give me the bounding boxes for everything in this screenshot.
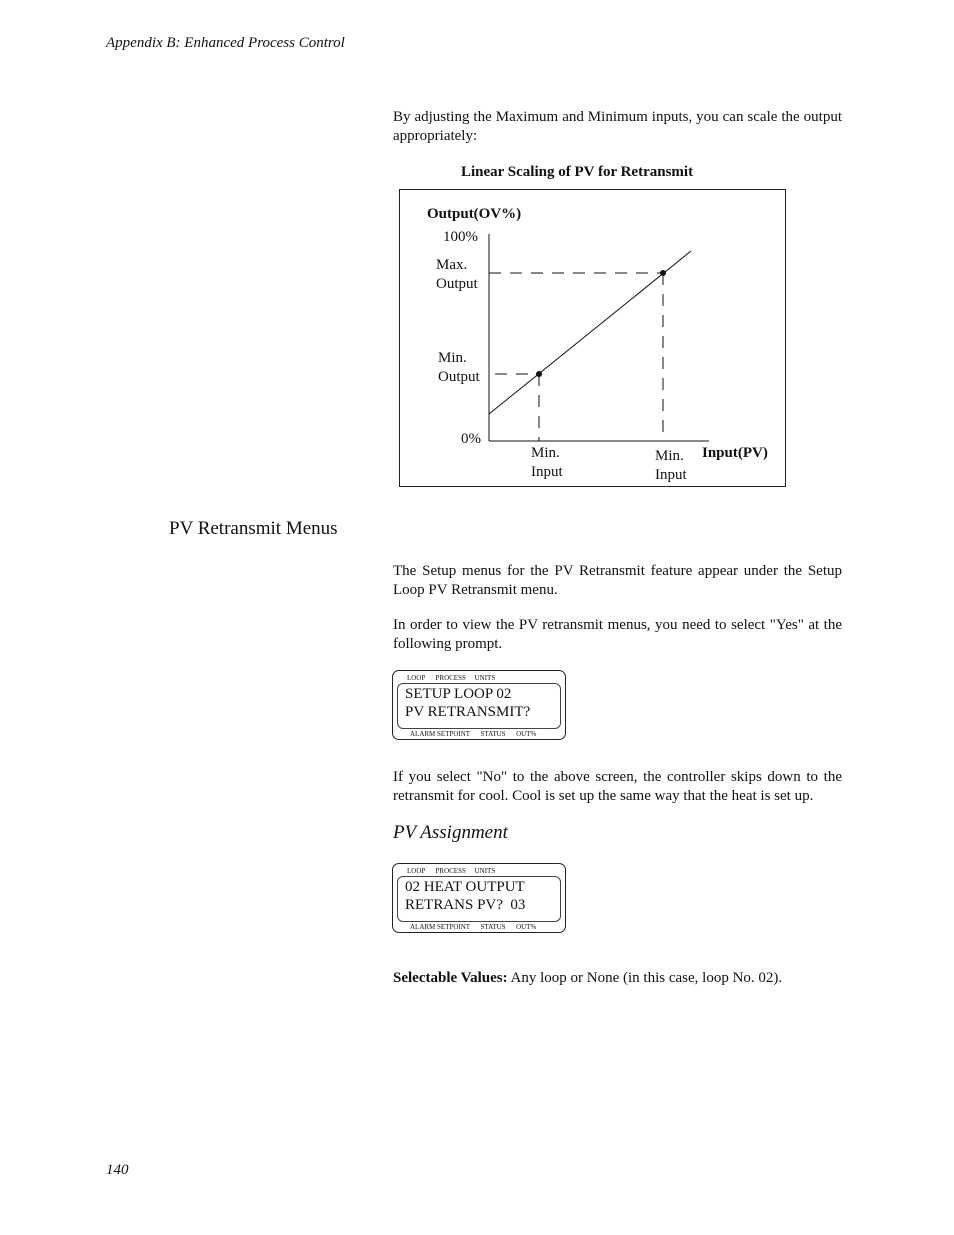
display-line-1: 02 HEAT OUTPUT — [405, 879, 525, 895]
display-screen — [397, 683, 561, 729]
max-point — [660, 270, 666, 276]
min-point — [536, 371, 542, 377]
y-axis-label: Output(OV%) — [427, 206, 522, 222]
min-output-label-2: Output — [438, 369, 480, 385]
display-top-legend: LOOP PROCESS UNITS — [407, 867, 496, 875]
subsection-title: PV Assignment — [393, 822, 508, 843]
selectable-values-text: Any loop or None (in this case, loop No. 02). — [507, 970, 783, 986]
max-output-label-2: Output — [436, 276, 478, 292]
min-output-label-1: Min. — [438, 350, 467, 366]
x-axis-label: Input(PV) — [702, 445, 768, 461]
controller-display-assignment — [392, 863, 566, 933]
scaling-diagram — [399, 189, 786, 487]
y-bottom-label: 0% — [461, 431, 481, 447]
display-screen — [397, 876, 561, 922]
max-output-label-1: Max. — [436, 257, 468, 273]
section-paragraph-2: In order to view the PV retransmit menus, you need to select "Yes" at the following prompt. — [393, 617, 842, 652]
display-top-legend: LOOP PROCESS UNITS — [407, 674, 496, 682]
running-header: Appendix B: Enhanced Process Control — [106, 35, 345, 51]
display-bottom-legend: ALARM SETPOINT STATUS OUT% — [410, 730, 537, 738]
y-top-label: 100% — [443, 229, 478, 245]
selectable-values — [393, 969, 853, 988]
intro-paragraph: By adjusting the Maximum and Minimum inputs, you can scale the output appropriately: — [393, 109, 842, 144]
controller-display-setup — [392, 670, 566, 740]
section-title: PV Retransmit Menus — [169, 518, 338, 539]
figure-title: Linear Scaling of PV for Retransmit — [461, 164, 694, 180]
section-paragraph-1: The Setup menus for the PV Retransmit feature appear under the Setup Loop PV Retransmit menu. — [393, 563, 842, 598]
x-right-label-1: Min. — [655, 448, 684, 464]
section-paragraph-3: If you select "No" to the above screen, the controller skips down to the retransmit for cool. Cool is set up the same way that the heat is set up. — [393, 769, 842, 804]
scaling-line — [489, 251, 691, 414]
x-left-label-1: Min. — [531, 445, 560, 461]
selectable-values-label: Selectable Values: — [393, 970, 508, 986]
x-right-label-2: Input — [655, 467, 687, 483]
display-line-1: SETUP LOOP 02 — [405, 686, 512, 702]
x-left-label-2: Input — [531, 464, 563, 480]
display-line-2: PV RETRANSMIT? — [405, 704, 531, 720]
display-line-2: RETRANS PV? 03 — [405, 897, 526, 913]
page-number: 140 — [106, 1162, 129, 1178]
display-bottom-legend: ALARM SETPOINT STATUS OUT% — [410, 923, 537, 931]
